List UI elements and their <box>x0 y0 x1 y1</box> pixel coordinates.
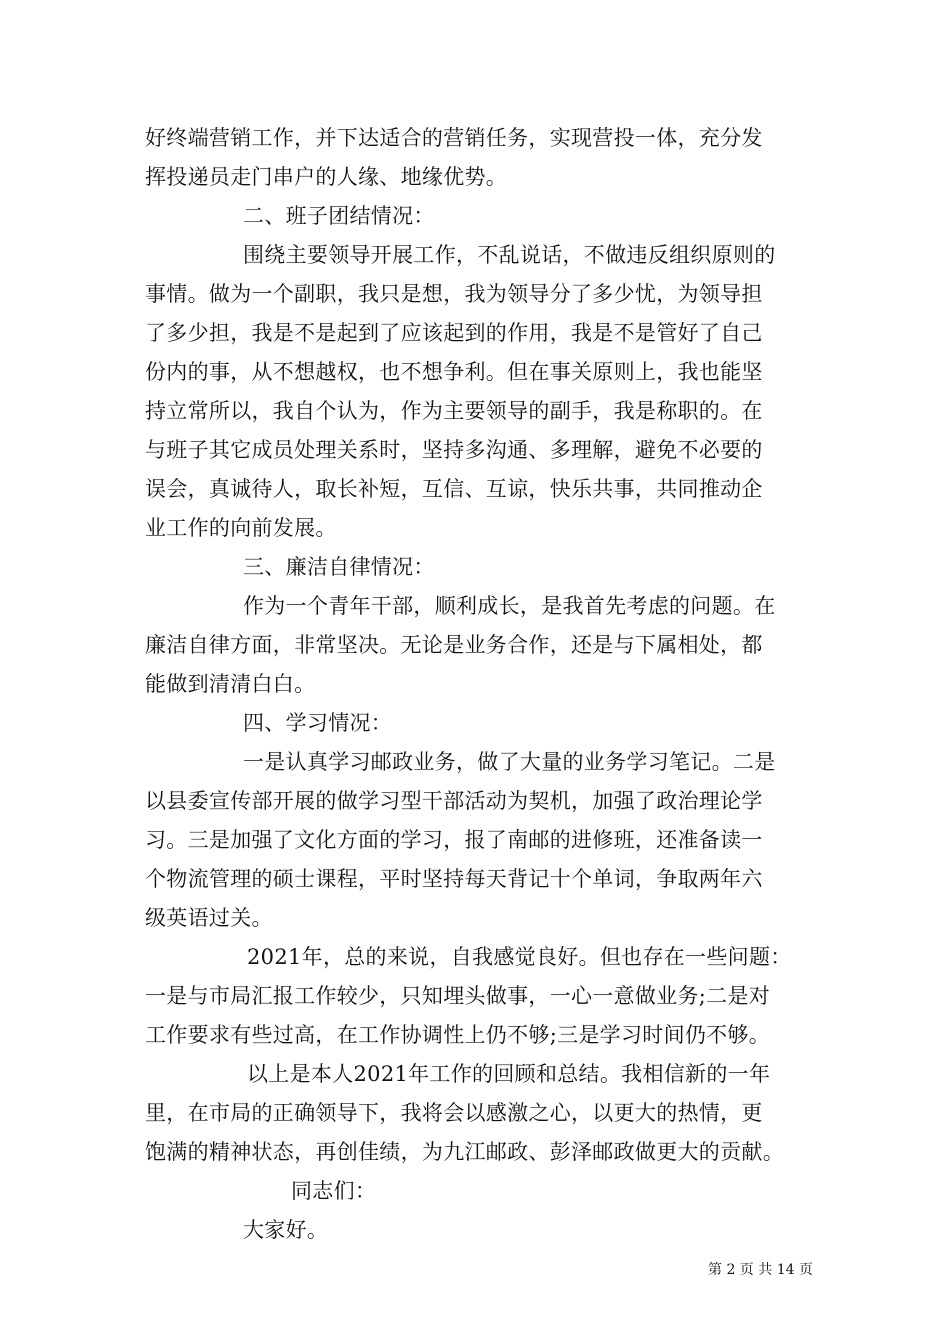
body-line: 里，在市局的正确领导下，我将会以感激之心，以更大的热情，更 <box>145 1101 763 1125</box>
body-line: 能做到清清白白。 <box>145 672 316 696</box>
greeting: 大家好。 <box>243 1218 329 1242</box>
body-line: 个物流管理的硕士课程，平时坚持每天背记十个单词，争取两年六 <box>145 867 763 891</box>
body-line: 一是与市局汇报工作较少，只知埋头做事，一心一意做业务;二是对 <box>145 984 771 1008</box>
body-line: 好终端营销工作，并下达适合的营销任务，实现营投一体，充分发 <box>145 126 763 150</box>
body-line: 围绕主要领导开展工作，不乱说话，不做违反组织原则的 <box>243 243 776 267</box>
body-line: 了多少担，我是不是起到了应该起到的作用，我是不是管好了自己 <box>145 321 763 345</box>
section-heading-integrity: 三、廉洁自律情况： <box>243 555 435 579</box>
body-line: 作为一个青年干部，顺利成长，是我首先考虑的问题。在 <box>243 594 776 618</box>
body-line: 以县委宣传部开展的做学习型干部活动为契机，加强了政治理论学 <box>145 789 763 813</box>
page-number: 第 2 页 共 14 页 <box>708 1262 813 1278</box>
body-line: 2021年，总的来说，自我感觉良好。但也存在一些问题： <box>247 945 792 969</box>
body-line: 廉洁自律方面，非常坚决。无论是业务合作，还是与下属相处，都 <box>145 633 763 657</box>
body-line: 习。三是加强了文化方面的学习，报了南邮的进修班，还准备读一 <box>145 828 763 852</box>
body-line: 与班子其它成员处理关系时，坚持多沟通、多理解，避免不必要的 <box>145 438 763 462</box>
section-heading-study: 四、学习情况： <box>243 711 393 735</box>
body-line: 挥投递员走门串户的人缘、地缘优势。 <box>145 165 508 189</box>
body-line: 饱满的精神状态，再创佳绩，为九江邮政、彭泽邮政做更大的贡献。 <box>145 1140 784 1164</box>
body-line: 工作要求有些过高，在工作协调性上仍不够;三是学习时间仍不够。 <box>145 1023 771 1047</box>
body-line: 持立常所以，我自个认为，作为主要领导的副手，我是称职的。在 <box>145 399 763 423</box>
body-line: 一是认真学习邮政业务，做了大量的业务学习笔记。二是 <box>243 750 776 774</box>
salutation: 同志们： <box>291 1179 377 1203</box>
section-heading-team-unity: 二、班子团结情况： <box>243 204 435 228</box>
body-line: 业工作的向前发展。 <box>145 516 337 540</box>
body-line: 误会，真诚待人，取长补短，互信、互谅，快乐共事，共同推动企 <box>145 477 763 501</box>
body-line: 份内的事，从不想越权，也不想争利。但在事关原则上，我也能坚 <box>145 360 763 384</box>
body-line: 级英语过关。 <box>145 906 273 930</box>
body-line: 事情。做为一个副职，我只是想，我为领导分了多少忧，为领导担 <box>145 282 763 306</box>
body-line: 以上是本人2021年工作的回顾和总结。我相信新的一年 <box>247 1062 771 1086</box>
